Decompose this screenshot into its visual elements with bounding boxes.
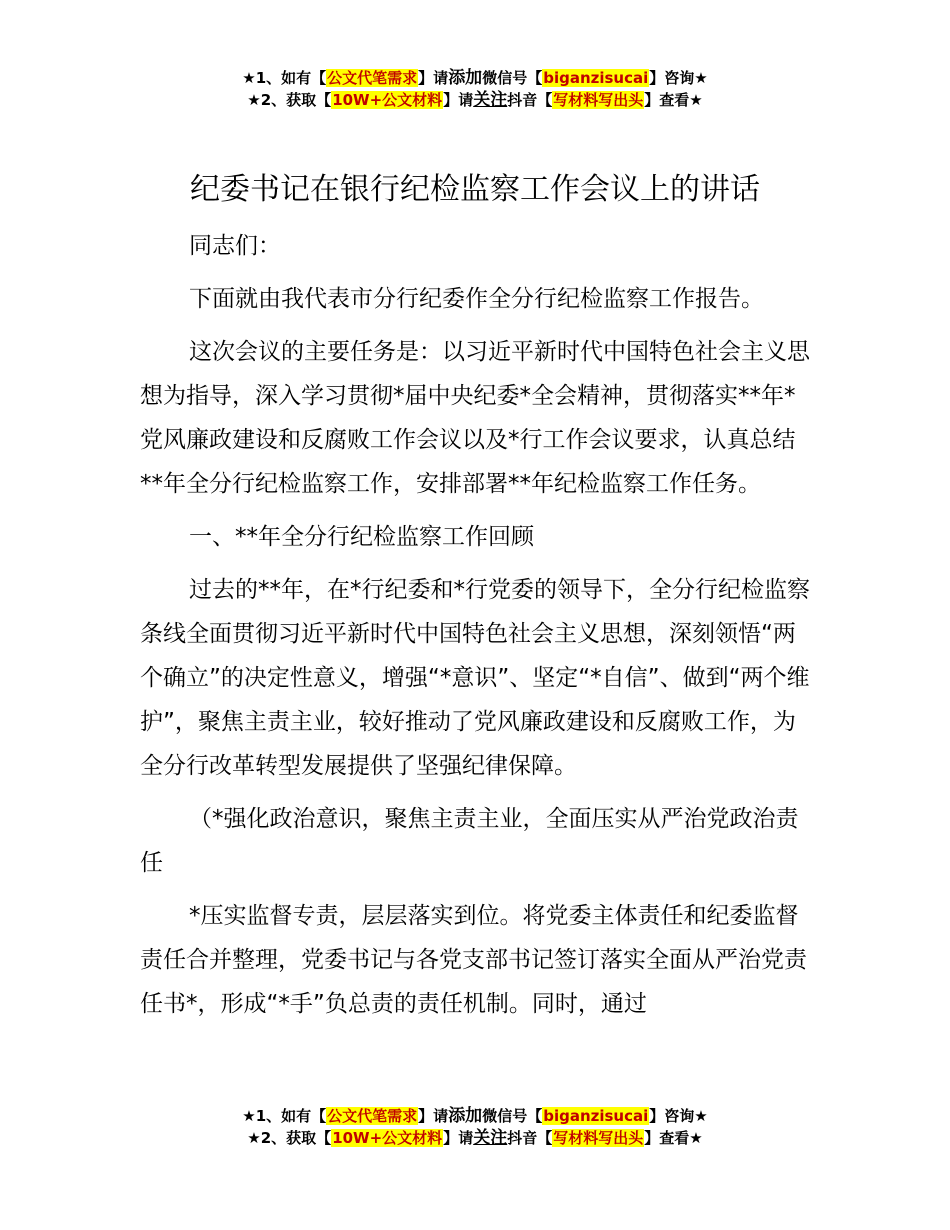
promo-highlight: 10W+公文材料 xyxy=(332,91,443,109)
promo-line-1: ★1、如有【公文代笔需求】请添加微信号【biganzisucai】咨询★ xyxy=(242,68,708,88)
promo-line-1: ★1、如有【公文代笔需求】请添加微信号【biganzisucai】咨询★ xyxy=(242,1106,708,1126)
promo-line-2: ★2、获取【10W+公文材料】请关注抖音【写材料写出头】查看★ xyxy=(247,1128,703,1148)
promo-highlight: 公文代笔需求 xyxy=(327,69,418,87)
paragraph: *压实监督专责，层层落实到位。将党委主体责任和纪委监督责任合并整理，党委书记与各党支部书记签订落实全面从严治党责任书*，形成“*手”负总责的责任机制。同时，通过 xyxy=(140,903,807,1017)
paragraph: 这次会议的主要任务是：以习近平新时代中国特色社会主义思想为指导，深入学习贯彻*届中央纪委*全会精神，贯彻落实**年*党风廉政建设和反腐败工作会议以及*行工作会议要求，认真总结**年全分行纪检监察工作，安排部署**年纪检监察工作任务。 xyxy=(140,339,810,497)
footer-promo-banner xyxy=(0,1105,950,1149)
promo-highlight: biganzisucai xyxy=(543,1107,649,1125)
promo-highlight: 写材料写出头 xyxy=(553,1129,644,1147)
paragraph: 下面就由我代表市分行纪委作全分行纪检监察工作报告。 xyxy=(189,286,764,312)
paragraph-salutation: 同志们： xyxy=(189,233,281,259)
paragraph: 过去的**年，在*行纪委和*行党委的领导下，全分行纪检监察条线全面贯彻习近平新时代中国特色社会主义思想，深刻领悟“两个确立”的决定性意义，增强“*意识”、坚定“*自信”、做到“两个维护”，聚焦主责主业，较好推动了党风廉政建设和反腐败工作，为全分行改革转型发展提供了坚强纪律保障。 xyxy=(140,577,810,779)
section-heading: 一、**年全分行纪检监察工作回顾 xyxy=(189,524,534,550)
header-promo-banner xyxy=(0,67,950,111)
document-title: 纪委书记在银行纪检监察工作会议上的讲话 xyxy=(190,172,760,207)
document-body xyxy=(140,224,812,1034)
promo-line-2: ★2、获取【10W+公文材料】请关注抖音【写材料写出头】查看★ xyxy=(247,90,703,110)
promo-highlight: 公文代笔需求 xyxy=(327,1107,418,1125)
promo-highlight: 10W+公文材料 xyxy=(332,1129,443,1147)
subsection-heading: （*强化政治意识，聚焦主责主业，全面压实从严治党政治责任 xyxy=(140,806,799,876)
promo-highlight: 写材料写出头 xyxy=(553,91,644,109)
promo-highlight: biganzisucai xyxy=(543,69,649,87)
